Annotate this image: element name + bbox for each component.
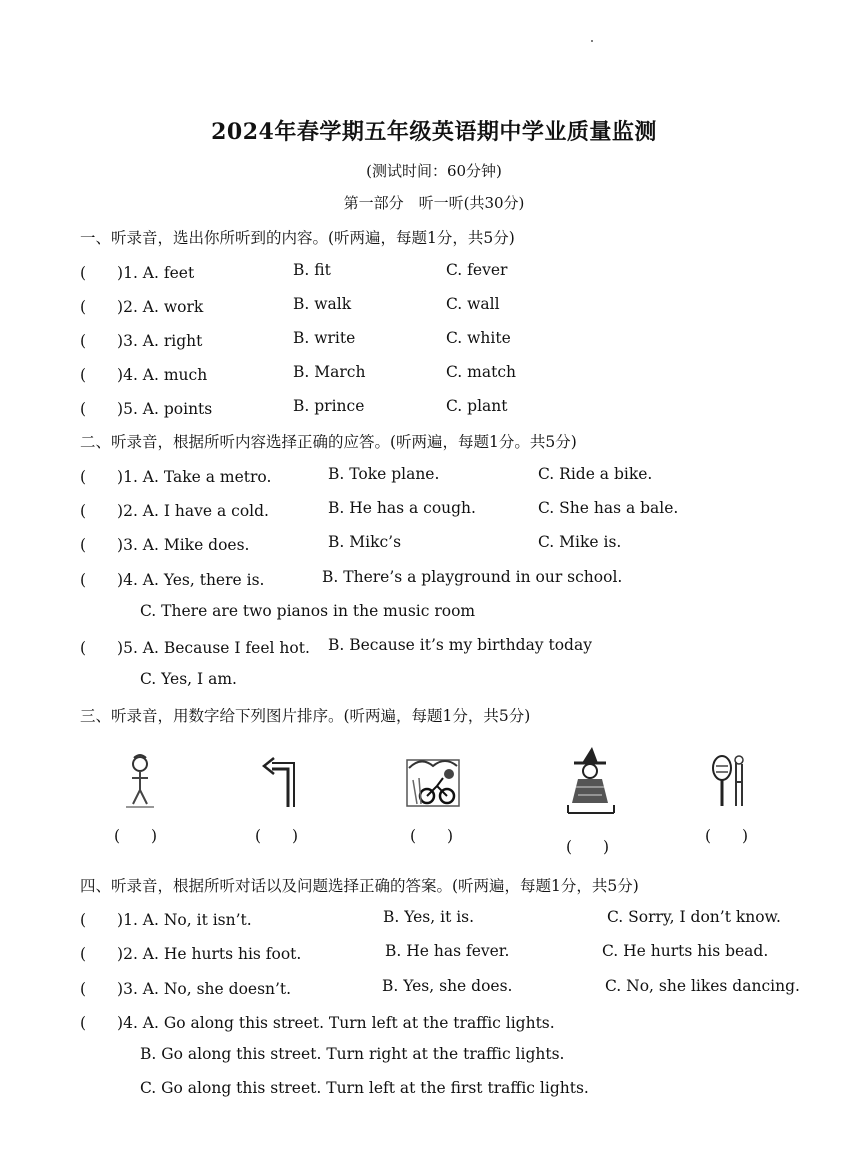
- s4-q1-c: C. Sorry, I don’t know.: [607, 908, 781, 926]
- s4-q2-c: C. He hurts his bead.: [602, 942, 769, 960]
- s2-q1-b: B. Toke plane.: [328, 465, 440, 483]
- s1-q1-c: C. fever: [446, 261, 508, 279]
- picture-5-blank[interactable]: ( ): [705, 827, 749, 845]
- s4-q3-c: C. No, she likes dancing.: [605, 977, 800, 995]
- section-3-heading: 三、听录音，用数字给下列图片排序。(听两遍，每题1分，共5分): [80, 707, 531, 725]
- s2-q3-c: C. Mike is.: [538, 533, 622, 551]
- s4-q4-a: ( )4. A. Go along this street. Turn left at the traffic lights.: [80, 1014, 555, 1032]
- tree-figure-icon: [706, 752, 752, 810]
- turn-left-arrow-icon: [260, 755, 302, 809]
- s1-q4-b: B. March: [293, 363, 366, 381]
- s2-q5-a: ( )5. A. Because I feel hot.: [80, 639, 310, 657]
- s2-q2-b: B. He has a cough.: [328, 499, 476, 517]
- s2-q1-c: C. Ride a bike.: [538, 465, 653, 483]
- scan-speck: [591, 40, 593, 42]
- s2-q4-b: B. There’s a playground in our school.: [322, 568, 623, 586]
- s4-q1-a: ( )1. A. No, it isn’t.: [80, 911, 252, 929]
- s1-q2-a: ( )2. A. work: [80, 298, 204, 316]
- s4-q4-c: C. Go along this street. Turn left at the first traffic lights.: [140, 1079, 589, 1097]
- s2-q4-c: C. There are two pianos in the music room: [140, 602, 476, 620]
- s4-q2-b: B. He has fever.: [385, 942, 510, 960]
- s1-q4-c: C. match: [446, 363, 516, 381]
- s2-q2-a: ( )2. A. I have a cold.: [80, 502, 269, 520]
- s1-q2-c: C. wall: [446, 295, 500, 313]
- s1-q1-b: B. fit: [293, 261, 331, 279]
- child-figure-icon: [118, 752, 160, 812]
- section-2-heading: 二、听录音，根据所听内容选择正确的应答。(听两遍，每题1分。共5分): [80, 433, 577, 451]
- page-title: 2024年春学期五年级英语期中学业质量监测: [211, 119, 657, 145]
- picture-1-blank[interactable]: ( ): [114, 827, 158, 845]
- s1-q1-a: ( )1. A. feet: [80, 264, 195, 282]
- section-4-heading: 四、听录音，根据所听对话以及问题选择正确的答案。(听两遍，每题1分，共5分): [80, 877, 639, 895]
- cycling-scene-icon: [403, 752, 465, 810]
- s4-q1-b: B. Yes, it is.: [383, 908, 475, 926]
- s4-q2-a: ( )2. A. He hurts his foot.: [80, 945, 302, 963]
- s1-q5-b: B. prince: [293, 397, 365, 415]
- s2-q1-a: ( )1. A. Take a metro.: [80, 468, 272, 486]
- picture-4-blank[interactable]: ( ): [566, 838, 610, 856]
- s1-q3-c: C. white: [446, 329, 511, 347]
- s2-q5-c: C. Yes, I am.: [140, 670, 237, 688]
- test-duration: (测试时间：60分钟): [366, 162, 502, 180]
- picture-2-blank[interactable]: ( ): [255, 827, 299, 845]
- s4-q4-b: B. Go along this street. Turn right at the traffic lights.: [140, 1045, 565, 1063]
- s2-q3-b: B. Mikc’s: [328, 533, 402, 551]
- picture-3-blank[interactable]: ( ): [410, 827, 454, 845]
- s1-q3-a: ( )3. A. right: [80, 332, 203, 350]
- s2-q3-a: ( )3. A. Mike does.: [80, 536, 250, 554]
- s1-q3-b: B. write: [293, 329, 356, 347]
- part-heading: 第一部分 听一听(共30分): [343, 194, 525, 212]
- s4-q3-a: ( )3. A. No, she doesn’t.: [80, 980, 292, 998]
- s2-q4-a: ( )4. A. Yes, there is.: [80, 571, 265, 589]
- s1-q5-c: C. plant: [446, 397, 508, 415]
- s1-q5-a: ( )5. A. points: [80, 400, 213, 418]
- s1-q4-a: ( )4. A. much: [80, 366, 208, 384]
- s1-q2-b: B. walk: [293, 295, 352, 313]
- s2-q5-b: B. Because it’s my birthday today: [328, 636, 592, 654]
- witch-costume-icon: [562, 745, 618, 817]
- section-1-heading: 一、听录音，选出你所听到的内容。(听两遍，每题1分，共5分): [80, 229, 515, 247]
- s2-q2-c: C. She has a bale.: [538, 499, 679, 517]
- s4-q3-b: B. Yes, she does.: [382, 977, 513, 995]
